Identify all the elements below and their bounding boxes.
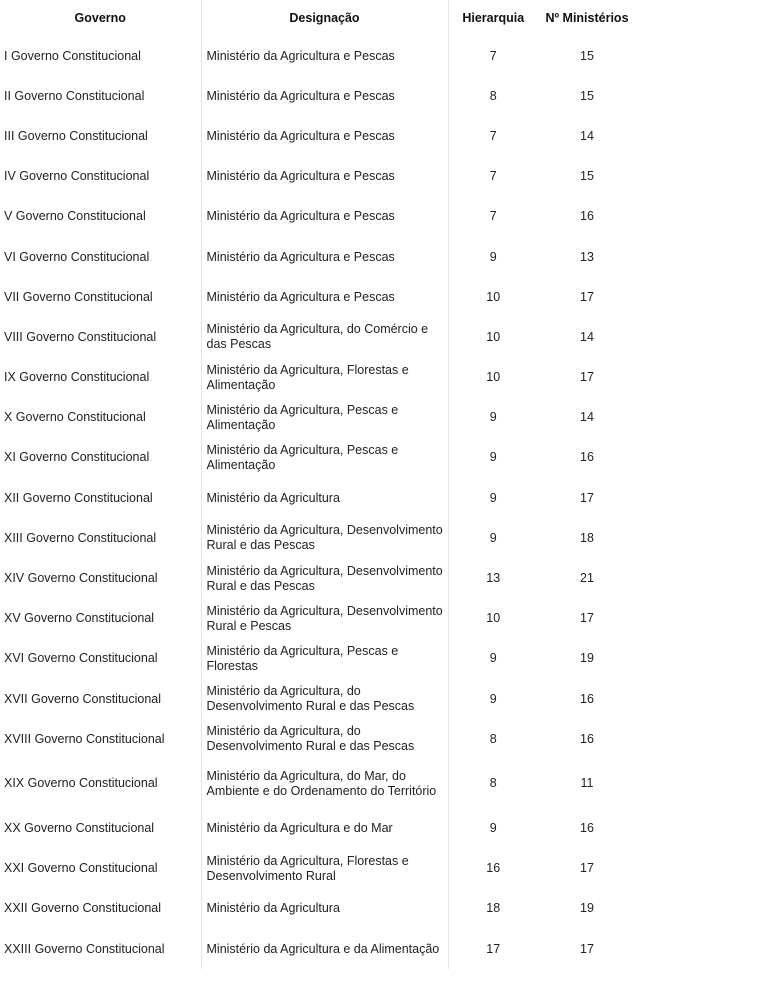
cell-governo: XXII Governo Constitucional	[0, 889, 201, 929]
table-body	[0, 36, 636, 969]
table-row	[0, 759, 636, 808]
cell-ministerios: 14	[580, 329, 594, 344]
cell-governo: XII Governo Constitucional	[0, 478, 201, 518]
cell-designacao: Ministério da Agricultura e Pescas	[201, 76, 448, 116]
cell-ministerios: 16	[580, 450, 594, 465]
cell-hierarquia: 9	[489, 490, 497, 505]
cell-ministerios: 17	[580, 370, 594, 385]
header-row	[0, 0, 636, 36]
cell-ministerios: 17	[580, 611, 594, 626]
cell-designacao: Ministério da Agricultura, Desenvolvimento Rural e Pescas	[201, 599, 448, 639]
table-row	[0, 599, 636, 639]
cell-designacao: Ministério da Agricultura e do Mar	[201, 808, 448, 848]
cell-hierarquia: 7	[489, 128, 497, 143]
cell-ministerios: 17	[580, 861, 594, 876]
column-header-hierarquia: Hierarquia	[462, 11, 525, 25]
cell-designacao: Ministério da Agricultura	[201, 478, 448, 518]
cell-governo: XVII Governo Constitucional	[0, 679, 201, 719]
cell-hierarquia: 8	[489, 731, 497, 746]
table-row	[0, 116, 636, 156]
table-row	[0, 197, 636, 237]
table-row	[0, 398, 636, 438]
cell-designacao: Ministério da Agricultura, do Desenvolvimento Rural e das Pescas	[201, 719, 448, 759]
cell-hierarquia: 8	[489, 776, 497, 791]
cell-ministerios: 15	[580, 48, 594, 63]
cell-ministerios: 16	[580, 691, 594, 706]
cell-hierarquia: 18	[486, 901, 501, 916]
cell-hierarquia: 9	[489, 450, 497, 465]
cell-ministerios: 21	[580, 571, 594, 586]
cell-designacao: Ministério da Agricultura e Pescas	[201, 197, 448, 237]
table-row	[0, 237, 636, 277]
cell-ministerios: 14	[580, 128, 594, 143]
cell-hierarquia: 9	[489, 820, 497, 835]
cell-ministerios: 16	[580, 731, 594, 746]
cell-designacao: Ministério da Agricultura e da Alimentação	[201, 929, 448, 969]
cell-ministerios: 16	[580, 209, 594, 224]
cell-designacao: Ministério da Agricultura, Florestas e Desenvolvimento Rural	[201, 849, 448, 889]
cell-governo: II Governo Constitucional	[0, 76, 201, 116]
cell-designacao: Ministério da Agricultura e Pescas	[201, 116, 448, 156]
cell-hierarquia: 9	[489, 691, 497, 706]
column-header-designacao: Designação	[201, 0, 448, 36]
table-row	[0, 679, 636, 719]
cell-governo: XXIII Governo Constitucional	[0, 929, 201, 969]
column-header-governo: Governo	[0, 0, 201, 36]
cell-governo: I Governo Constitucional	[0, 36, 201, 76]
cell-designacao: Ministério da Agricultura, do Mar, do Ambiente e do Ordenamento do Território	[201, 759, 448, 808]
cell-designacao: Ministério da Agricultura, do Comércio e das Pescas	[201, 317, 448, 357]
cell-hierarquia: 9	[489, 249, 497, 264]
cell-designacao: Ministério da Agricultura, do Desenvolvimento Rural e das Pescas	[201, 679, 448, 719]
cell-governo: XIX Governo Constitucional	[0, 759, 201, 808]
cell-governo: XIV Governo Constitucional	[0, 558, 201, 598]
cell-governo: V Governo Constitucional	[0, 197, 201, 237]
cell-designacao: Ministério da Agricultura, Desenvolvimento Rural e das Pescas	[201, 518, 448, 558]
cell-ministerios: 17	[580, 490, 594, 505]
cell-ministerios: 14	[580, 410, 594, 425]
cell-designacao: Ministério da Agricultura e Pescas	[201, 277, 448, 317]
cell-designacao: Ministério da Agricultura e Pescas	[201, 157, 448, 197]
cell-ministerios: 11	[580, 776, 594, 791]
cell-governo: X Governo Constitucional	[0, 398, 201, 438]
cell-ministerios: 15	[580, 88, 594, 103]
table-row	[0, 358, 636, 398]
table-row	[0, 157, 636, 197]
cell-ministerios: 16	[580, 820, 594, 835]
cell-designacao: Ministério da Agricultura, Florestas e Alimentação	[201, 358, 448, 398]
table-row	[0, 478, 636, 518]
cell-hierarquia: 9	[489, 651, 497, 666]
cell-designacao: Ministério da Agricultura e Pescas	[201, 36, 448, 76]
table-row	[0, 889, 636, 929]
cell-governo: XIII Governo Constitucional	[0, 518, 201, 558]
table-header	[0, 0, 636, 36]
cell-ministerios: 19	[580, 901, 594, 916]
cell-ministerios: 18	[580, 530, 594, 545]
cell-governo: III Governo Constitucional	[0, 116, 201, 156]
table-row	[0, 719, 636, 759]
cell-governo: VII Governo Constitucional	[0, 277, 201, 317]
cell-designacao: Ministério da Agricultura e Pescas	[201, 237, 448, 277]
cell-hierarquia: 17	[486, 941, 501, 956]
cell-ministerios: 17	[580, 289, 594, 304]
cell-designacao: Ministério da Agricultura, Pescas e Florestas	[201, 639, 448, 679]
table-row	[0, 639, 636, 679]
table-row	[0, 317, 636, 357]
cell-governo: VI Governo Constitucional	[0, 237, 201, 277]
cell-ministerios: 13	[580, 249, 594, 264]
cell-hierarquia: 16	[486, 861, 501, 876]
cell-hierarquia: 7	[489, 209, 497, 224]
cell-hierarquia: 9	[489, 410, 497, 425]
table-row	[0, 849, 636, 889]
cell-governo: VIII Governo Constitucional	[0, 317, 201, 357]
cell-governo: XX Governo Constitucional	[0, 808, 201, 848]
table-row	[0, 438, 636, 478]
cell-hierarquia: 10	[486, 611, 501, 626]
cell-governo: XXI Governo Constitucional	[0, 849, 201, 889]
cell-hierarquia: 7	[489, 169, 497, 184]
cell-designacao: Ministério da Agricultura, Pescas e Alimentação	[201, 398, 448, 438]
cell-ministerios: 17	[580, 941, 594, 956]
cell-designacao: Ministério da Agricultura, Pescas e Alimentação	[201, 438, 448, 478]
table-row	[0, 558, 636, 598]
cell-designacao: Ministério da Agricultura	[201, 889, 448, 929]
cell-hierarquia: 10	[486, 289, 501, 304]
cell-ministerios: 19	[580, 651, 594, 666]
cell-governo: XVIII Governo Constitucional	[0, 719, 201, 759]
table-row	[0, 518, 636, 558]
table-row	[0, 36, 636, 76]
table-row	[0, 929, 636, 969]
table-row	[0, 277, 636, 317]
cell-hierarquia: 8	[489, 88, 497, 103]
cell-designacao: Ministério da Agricultura, Desenvolvimento Rural e das Pescas	[201, 558, 448, 598]
table-row	[0, 76, 636, 116]
cell-hierarquia: 10	[486, 370, 501, 385]
cell-hierarquia: 9	[489, 530, 497, 545]
cell-hierarquia: 13	[486, 571, 501, 586]
cell-governo: XVI Governo Constitucional	[0, 639, 201, 679]
cell-hierarquia: 7	[489, 48, 497, 63]
column-header-ministerios: Nº Ministérios	[545, 11, 629, 25]
cell-hierarquia: 10	[486, 329, 501, 344]
cell-governo: XV Governo Constitucional	[0, 599, 201, 639]
cell-governo: IV Governo Constitucional	[0, 157, 201, 197]
cell-ministerios: 15	[580, 169, 594, 184]
table-row	[0, 808, 636, 848]
cell-governo: IX Governo Constitucional	[0, 358, 201, 398]
cell-governo: XI Governo Constitucional	[0, 438, 201, 478]
